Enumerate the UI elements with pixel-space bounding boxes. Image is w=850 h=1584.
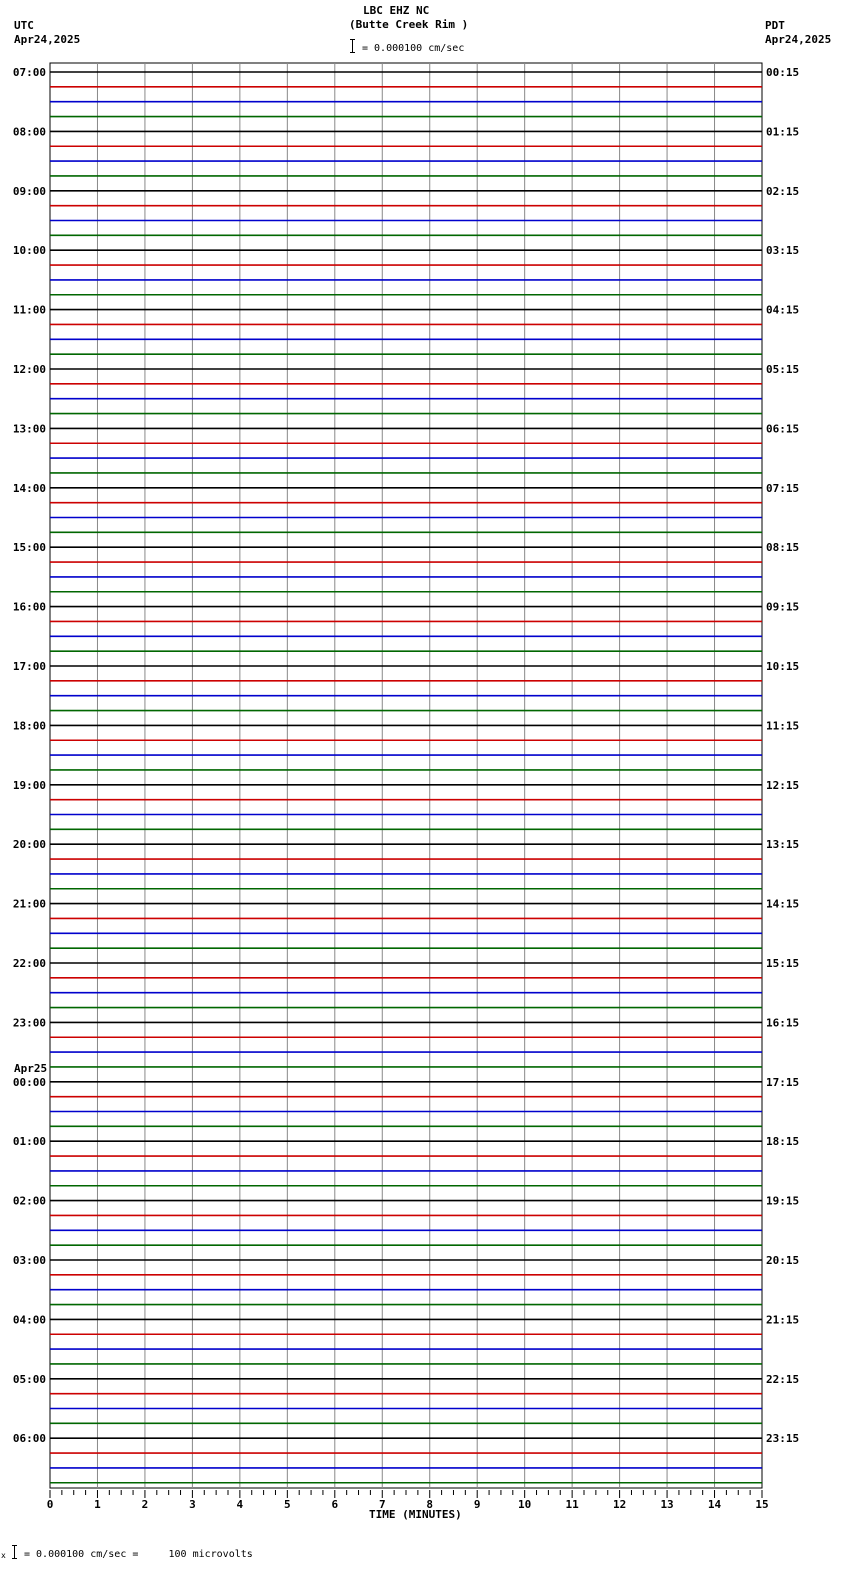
utc-hour-label: 18:00 [12, 719, 46, 733]
date-change-label: Apr25 [14, 1061, 48, 1075]
utc-hour-label: 13:00 [12, 422, 46, 436]
pdt-hour-label: 15:15 [766, 957, 800, 970]
pdt-hour-label: 08:15 [766, 541, 800, 555]
footer-marker: x [1, 1551, 6, 1560]
utc-hour-label: 14:00 [12, 481, 46, 495]
pdt-hour-label: 23:15 [766, 1432, 800, 1446]
x-tick-label: 0 [46, 1498, 54, 1511]
utc-hour-label: 06:00 [12, 1432, 46, 1446]
utc-hour-label: 00:00 [12, 1075, 46, 1089]
footer-scale-bar-icon [12, 1545, 17, 1559]
site-name: (Butte Creek Rim ) [349, 18, 469, 31]
utc-hour-label: 15:00 [12, 541, 46, 555]
utc-hour-label: 07:00 [12, 66, 46, 79]
pdt-hour-label: 16:15 [766, 1016, 800, 1030]
pdt-hour-label: 19:15 [766, 1194, 800, 1208]
pdt-hour-label: 14:15 [766, 897, 800, 911]
utc-hour-label: 12:00 [12, 363, 46, 376]
scale-label: = 0.000100 cm/sec [362, 43, 465, 54]
x-axis-label: TIME (MINUTES) [369, 1508, 462, 1521]
pdt-hour-label: 10:15 [766, 660, 800, 673]
utc-hour-label: 16:00 [12, 600, 46, 614]
pdt-hour-label: 13:15 [766, 838, 800, 852]
x-tick-label: 13 [660, 1498, 674, 1511]
pdt-hour-label: 22:15 [766, 1372, 800, 1386]
pdt-hour-label: 07:15 [766, 481, 800, 495]
pdt-hour-label: 18:15 [766, 1135, 800, 1149]
pdt-hour-label: 01:15 [766, 125, 800, 139]
x-tick-label: 5 [284, 1498, 291, 1511]
utc-hour-label: 11:00 [12, 303, 46, 317]
x-tick-label: 1 [94, 1498, 101, 1511]
utc-hour-label: 03:00 [12, 1254, 46, 1267]
x-tick-label: 4 [236, 1498, 244, 1511]
pdt-hour-label: 11:15 [766, 719, 800, 733]
utc-hour-label: 17:00 [12, 660, 46, 673]
utc-hour-label: 08:00 [12, 125, 46, 139]
pdt-hour-label: 12:15 [766, 778, 800, 792]
pdt-hour-label: 17:15 [766, 1075, 800, 1089]
station-title: LBC EHZ NC [363, 4, 430, 17]
utc-hour-label: 04:00 [12, 1313, 46, 1327]
x-tick-label: 10 [518, 1498, 532, 1511]
utc-hour-label: 23:00 [12, 1016, 46, 1030]
pdt-hour-label: 21:15 [766, 1313, 800, 1327]
utc-hour-label: 22:00 [12, 957, 46, 970]
x-tick-label: 3 [189, 1498, 196, 1511]
right-timezone: PDT [765, 19, 785, 32]
left-date: Apr24,2025 [14, 33, 81, 46]
utc-hour-label: 20:00 [12, 838, 46, 852]
x-tick-label: 2 [141, 1498, 149, 1511]
x-tick-label: 14 [707, 1498, 722, 1511]
x-tick-label: 12 [612, 1498, 627, 1511]
utc-hour-label: 21:00 [12, 897, 46, 911]
pdt-hour-label: 05:15 [766, 363, 800, 376]
right-date: Apr24,2025 [765, 33, 832, 46]
x-tick-label: 15 [755, 1498, 769, 1511]
left-timezone: UTC [14, 19, 34, 32]
footer-scale-label: = 0.000100 cm/sec = 100 microvolts [24, 1549, 253, 1560]
utc-hour-label: 01:00 [12, 1135, 46, 1149]
x-tick-label: 7 [378, 1498, 386, 1511]
utc-hour-label: 05:00 [12, 1372, 46, 1386]
pdt-hour-label: 09:15 [766, 600, 800, 614]
x-tick-label: 9 [473, 1498, 481, 1511]
pdt-hour-label: 00:15 [766, 66, 800, 79]
pdt-hour-label: 06:15 [766, 422, 800, 436]
pdt-hour-label: 03:15 [766, 244, 800, 258]
pdt-hour-label: 20:15 [766, 1254, 800, 1267]
utc-hour-label: 19:00 [12, 778, 46, 792]
utc-hour-label: 02:00 [12, 1194, 46, 1208]
utc-hour-label: 10:00 [12, 244, 46, 258]
x-tick-label: 6 [331, 1498, 339, 1511]
x-tick-label: 11 [565, 1498, 579, 1511]
utc-hour-label: 09:00 [12, 184, 46, 198]
x-tick-label: 8 [426, 1498, 434, 1511]
pdt-hour-label: 04:15 [766, 303, 800, 317]
pdt-hour-label: 02:15 [766, 184, 800, 198]
